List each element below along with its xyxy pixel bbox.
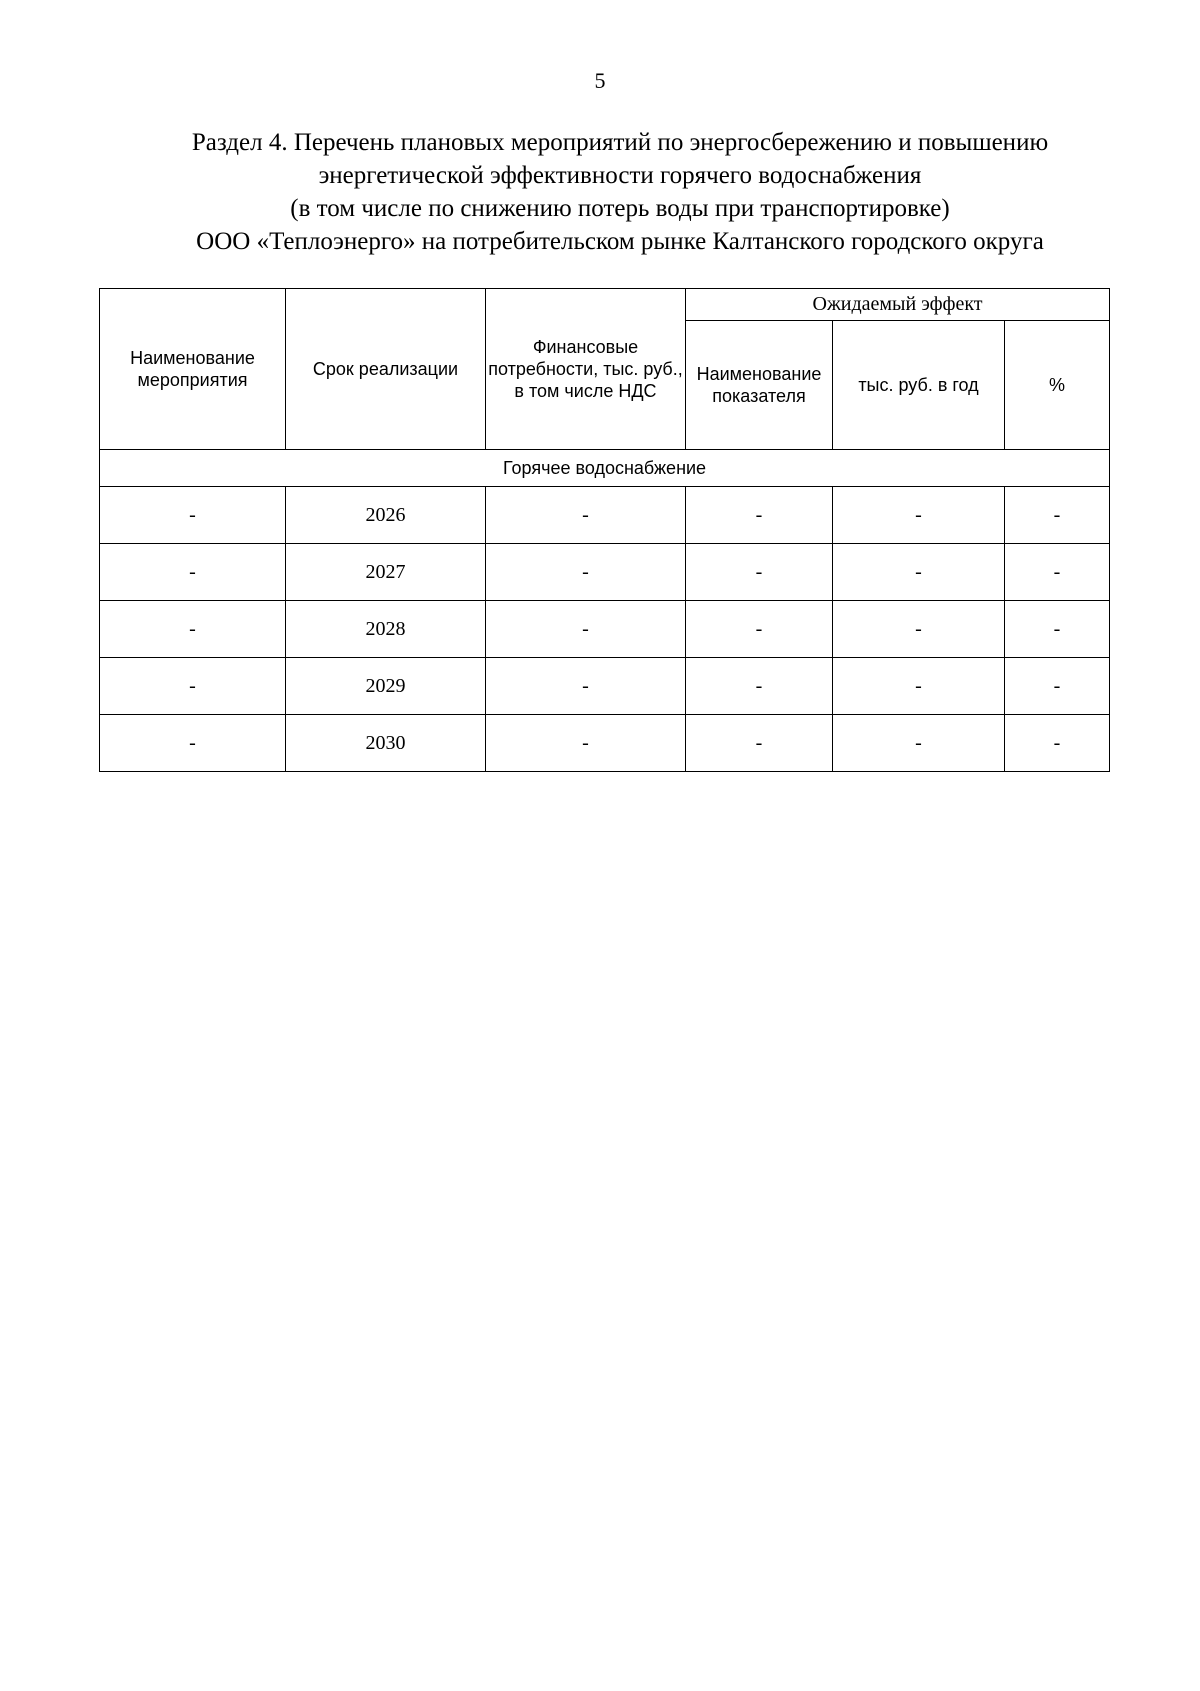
cell-year: 2029 [286, 658, 486, 715]
cell-indicator: - [686, 544, 833, 601]
header-measure-name: Наименование мероприятия [100, 289, 286, 450]
title-line-4: ООО «Теплоэнерго» на потребительском рынке Калтанского городского округа [196, 228, 1044, 255]
section-hot-water: Горячее водоснабжение [100, 450, 1110, 487]
document-title [100, 126, 1140, 258]
table-row [100, 658, 1110, 715]
table-row [100, 715, 1110, 772]
cell-year: 2027 [286, 544, 486, 601]
header-expected-effect: Ожидаемый эффект [686, 289, 1110, 321]
cell-rub-per-year: - [833, 601, 1005, 658]
page-number: 5 [594, 68, 606, 93]
cell-indicator: - [686, 487, 833, 544]
cell-finance: - [486, 715, 686, 772]
cell-finance: - [486, 658, 686, 715]
title-line-1: Раздел 4. Перечень плановых мероприятий по энергосбережению и повышению [191, 129, 1049, 156]
cell-rub-per-year: - [833, 658, 1005, 715]
cell-indicator: - [686, 658, 833, 715]
cell-percent: - [1005, 487, 1110, 544]
cell-rub-per-year: - [833, 487, 1005, 544]
table-row [100, 544, 1110, 601]
header-rub-per-year: тыс. руб. в год [833, 321, 1005, 450]
cell-percent: - [1005, 658, 1110, 715]
cell-year: 2030 [286, 715, 486, 772]
cell-finance: - [486, 544, 686, 601]
table-row [100, 487, 1110, 544]
cell-rub-per-year: - [833, 715, 1005, 772]
measures-table [99, 288, 1110, 772]
header-percent: % [1005, 321, 1110, 450]
cell-finance: - [486, 601, 686, 658]
header-indicator-name: Наименование показателя [686, 321, 833, 450]
title-line-3: (в том числе по снижению потерь воды при транспортировке) [290, 195, 950, 222]
cell-measure: - [100, 601, 286, 658]
cell-indicator: - [686, 715, 833, 772]
title-line-2: энергетической эффективности горячего водоснабжения [318, 162, 922, 189]
cell-percent: - [1005, 601, 1110, 658]
cell-year: 2026 [286, 487, 486, 544]
cell-finance: - [486, 487, 686, 544]
cell-measure: - [100, 658, 286, 715]
cell-measure: - [100, 544, 286, 601]
cell-rub-per-year: - [833, 544, 1005, 601]
table-row [100, 601, 1110, 658]
header-finance: Финансовые потребности, тыс. руб., в том числе НДС [486, 289, 686, 450]
header-period: Срок реализации [286, 289, 486, 450]
cell-indicator: - [686, 601, 833, 658]
cell-year: 2028 [286, 601, 486, 658]
cell-percent: - [1005, 715, 1110, 772]
cell-measure: - [100, 715, 286, 772]
cell-measure: - [100, 487, 286, 544]
cell-percent: - [1005, 544, 1110, 601]
